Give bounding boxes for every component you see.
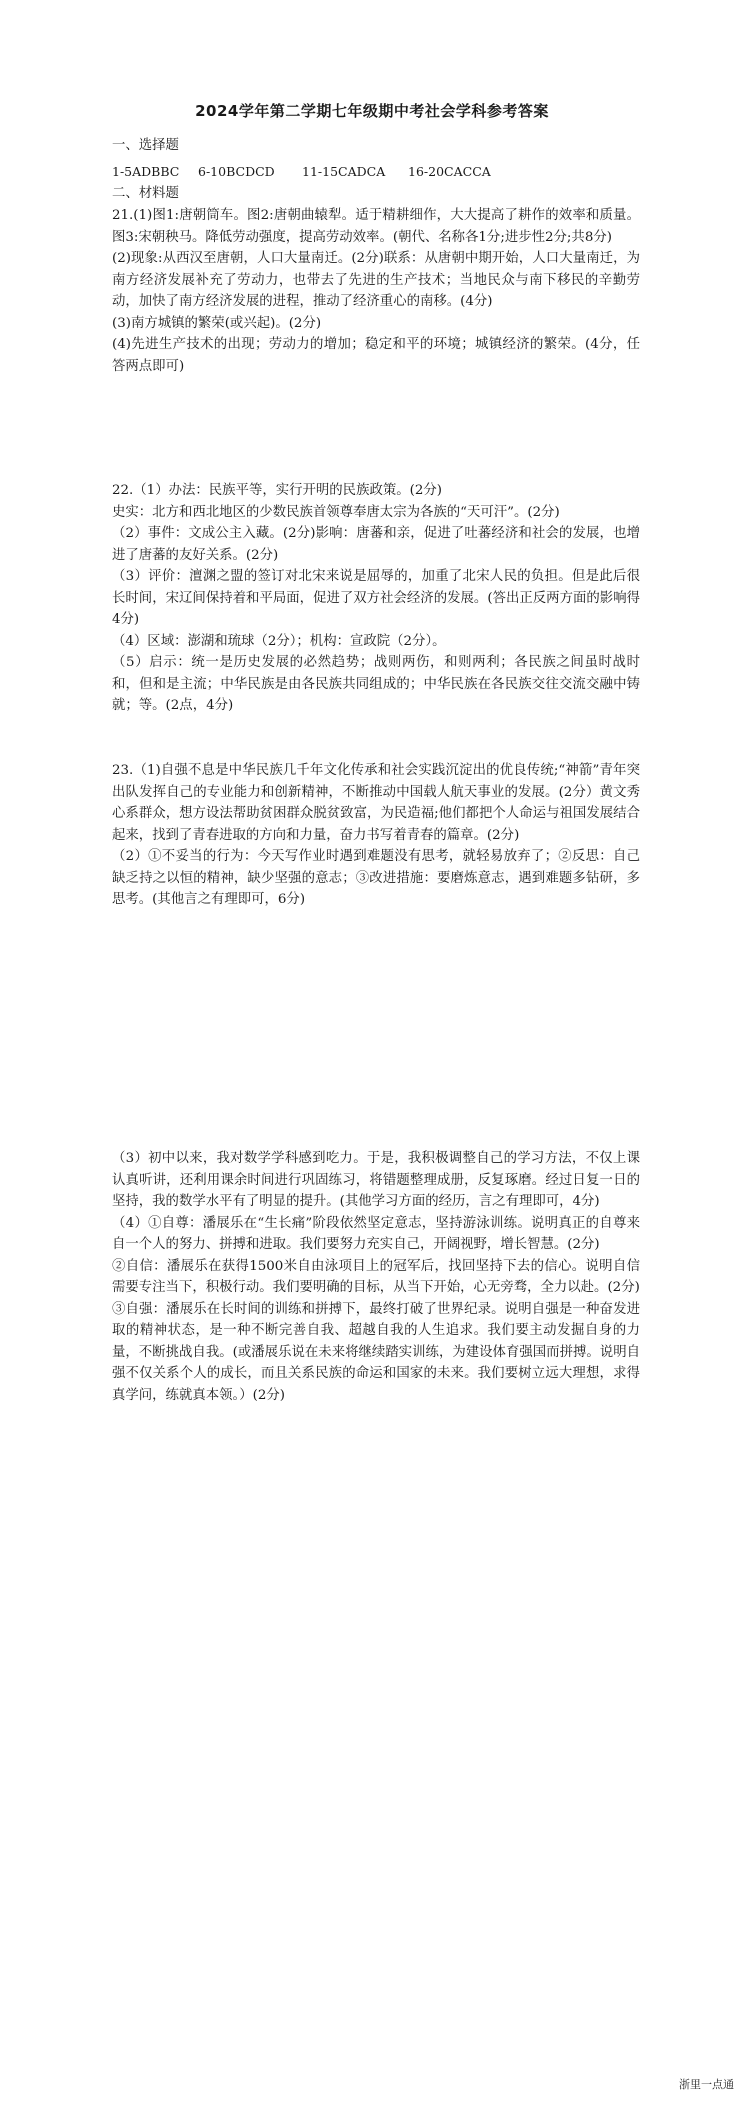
answer-paragraph: (3)南方城镇的繁荣(或兴起)。(2分) <box>112 315 322 331</box>
answer-paragraph: （2）事件：文成公主入藏。(2分)影响：唐蕃和亲，促进了吐蕃经济和社会的发展，也增进了唐蕃的友好关系。(2分) <box>112 526 640 563</box>
answer-paragraph: (2)现象:从西汉至唐朝，人口大量南迁。(2分)联系：从唐朝中期开始，人口大量南迁，为南方经济发展补充了劳动力，也带去了先进的生产技术；当地民众与南下移民的辛勤劳动，加快了南方经济发展的进程，推动了经济重心的南移。(4分) <box>112 251 640 309</box>
answer-paragraph: （3）初中以来，我对数学学科感到吃力。于是，我积极调整自己的学习方法，不仅上课认真听讲，还利用课余时间进行巩固练习，将错题整理成册，反复琢磨。经过日复一日的坚持，我的数学水平有了明显的提升。(其他学习方面的经历，言之有理即可，4分) <box>112 1151 640 1209</box>
answer-paragraph: 史实：北方和西北地区的少数民族首领尊奉唐太宗为各族的“天可汗”。(2分) <box>112 504 560 520</box>
question-22 <box>112 480 640 717</box>
answer-paragraph: 22.（1）办法：民族平等，实行开明的民族政策。(2分) <box>112 483 442 498</box>
answer-paragraph: ③自强：潘展乐在长时间的训练和拼搏下，最终打破了世界纪录。说明自强是一种奋发进取的精神状态，是一种不断完善自我、超越自我的人生追求。我们要主动发掘自身的力量，不断挑战自我。(或潘展乐说在未来将继续踏实训练，为建设体育强国而拼搏。说明自强不仅关系个人的成长，而且关系民族的命运和国家的未来。我们要树立远大理想，求得真学问，练就真本领。）(2分) <box>112 1301 640 1403</box>
answer-group: 1-5ADBBC <box>112 164 180 179</box>
footer-watermark: 浙里一点通 <box>679 2078 734 2091</box>
section-heading-material: 二、材料题 <box>112 186 179 201</box>
answer-paragraph: （5）启示：统一是历史发展的必然趋势；战则两伤，和则两利；各民族之间虽时战时和，但和是主流；中华民族是由各民族共同组成的；中华民族在各民族交往交流交融中铸就；等。(2点，4分) <box>112 655 640 713</box>
page-title: 2024学年第二学期七年级期中考社会学科参考答案 <box>195 102 549 120</box>
answer-paragraph: （3）评价：澶渊之盟的签订对北宋来说是屈辱的，加重了北宋人民的负担。但是此后很长时间，宋辽间保持着和平局面，促进了双方社会经济的发展。(答出正反两方面的影响得4分) <box>112 569 640 627</box>
answer-paragraph: （2）①不妥当的行为：今天写作业时遇到难题没有思考，就轻易放弃了；②反思：自己缺乏持之以恒的精神，缺少坚强的意志；③改进措施：要磨炼意志，遇到难题多钻研，多思考。(其他言之有理即可，6分) <box>112 849 640 907</box>
answer-group: 11-15CADCA <box>302 164 386 179</box>
question-21 <box>112 205 640 377</box>
question-23-part2 <box>112 1148 640 1406</box>
answer-paragraph: （4）区域：澎湖和琉球（2分）；机构：宣政院（2分）。 <box>112 633 446 649</box>
answer-paragraph: (4)先进生产技术的出现；劳动力的增加；稳定和平的环境；城镇经济的繁荣。(4分，任答两点即可) <box>112 337 640 374</box>
answer-paragraph: （4）①自尊：潘展乐在“生长痛”阶段依然坚定意志，坚持游泳训练。说明真正的自尊来自一个人的努力、拼搏和进取。我们要努力充实自己，开阔视野，增长智慧。(2分) <box>112 1215 640 1252</box>
answer-paragraph: 21.(1)图1:唐朝筒车。图2:唐朝曲辕犁。适于精耕细作，大大提高了耕作的效率和质量。图3:宋朝秧马。降低劳动强度，提高劳动效率。(朝代、名称各1分;进步性2分;共8分) <box>112 208 640 245</box>
section-heading-choice: 一、选择题 <box>112 138 179 153</box>
answer-group: 6-10BCDCD <box>198 164 275 179</box>
choice-answers <box>112 161 491 182</box>
answer-group: 16-20CACCA <box>408 164 491 179</box>
answer-paragraph: ②自信：潘展乐在获得1500米自由泳项目上的冠军后，找回坚持下去的信心。说明自信需要专注当下，积极行动。我们要明确的目标，从当下开始，心无旁骛，全力以赴。(2分) <box>112 1258 640 1295</box>
answer-paragraph: 23.（1)自强不息是中华民族几千年文化传承和社会实践沉淀出的优良传统;“神箭”青年突出队发挥自己的专业能力和创新精神，不断推动中国载人航天事业的发展。(2分）黄文秀心系群众，想方设法帮助贫困群众脱贫致富，为民造福;他们都把个人命运与祖国发展结合起来，找到了青春进取的方向和力量，奋力书写着青春的篇章。(2分) <box>112 763 640 843</box>
question-23-part1 <box>112 760 640 911</box>
